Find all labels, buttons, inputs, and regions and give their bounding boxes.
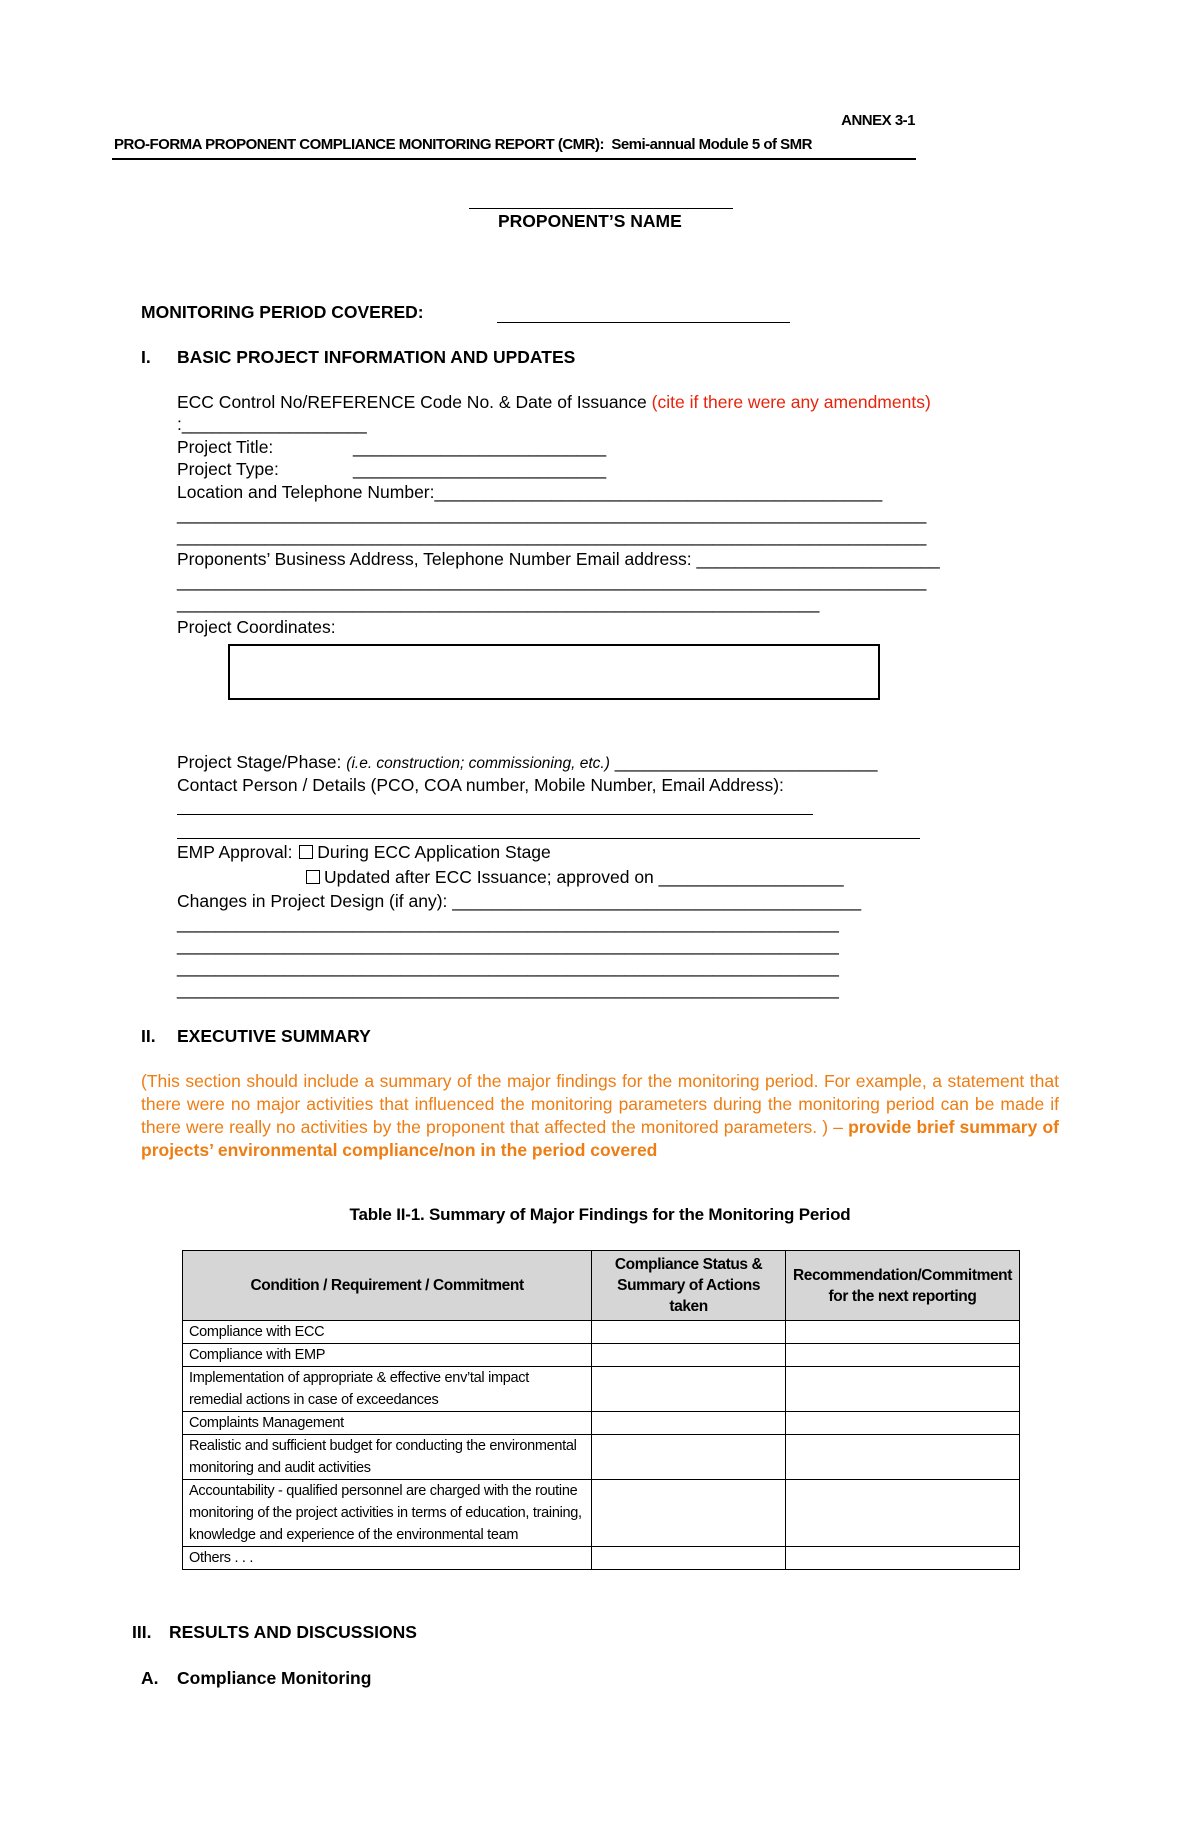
compliance-cell[interactable] (592, 1412, 786, 1435)
project-coordinates-box[interactable] (228, 644, 880, 700)
changes-blank-2: ____________________________________________________________________ (177, 935, 839, 955)
row-label: Accountability - qualified personnel are charged with the routine monitoring of the project activities in terms of education, training, knowledge and experience of the environmental team (183, 1480, 592, 1547)
business-blank-3: __________________________________________________________________ (177, 593, 820, 613)
project-stage-line (177, 752, 878, 773)
section-2-title: EXECUTIVE SUMMARY (177, 1026, 371, 1046)
ecc-label: ECC Control No/REFERENCE Code No. & Date of Issuance (177, 392, 647, 412)
emp-updated-line (304, 867, 844, 888)
location-line (177, 482, 882, 503)
recommendation-cell[interactable] (785, 1480, 1019, 1547)
table-row (183, 1412, 1020, 1435)
table-row (183, 1435, 1020, 1480)
proponent-name-line (469, 208, 733, 209)
project-coordinates-label: Project Coordinates: (177, 617, 336, 637)
changes-blank-3: ____________________________________________________________________ (177, 957, 839, 977)
changes-design-line (177, 891, 861, 912)
recommendation-cell[interactable] (785, 1412, 1019, 1435)
business-address-line (177, 549, 940, 570)
table-caption: Table II-1. Summary of Major Findings for the Monitoring Period (349, 1205, 851, 1224)
header-rule (112, 158, 916, 160)
contact-line-2 (177, 838, 920, 839)
location-blank-3: _____________________________________________________________________________ (177, 526, 927, 546)
contact-person-label: Contact Person / Details (PCO, COA number, Mobile Number, Email Address): (177, 775, 784, 795)
project-type-blank: __________________________ (353, 459, 607, 479)
recommendation-cell[interactable] (785, 1547, 1019, 1570)
executive-summary-text: (This section should include a summary of the major findings for the monitoring period. For example, a statement that there were no major activities that influenced the monitoring parameters during the monitoring period can be made if there were really no activities by the proponent that affected the monitored parameters. ) – (141, 1071, 1059, 1137)
findings-table (182, 1250, 1020, 1570)
executive-summary-paragraph (141, 1070, 1059, 1162)
row-label: Complaints Management (183, 1412, 592, 1435)
ecc-blank: :___________________ (177, 414, 367, 434)
table-row (183, 1480, 1020, 1547)
project-stage-blank: ___________________________ (609, 752, 878, 772)
project-stage-label: Project Stage/Phase: (177, 752, 347, 772)
project-title-label: Project Title: (177, 437, 274, 457)
emp-updated-checkbox[interactable] (306, 870, 320, 884)
section-1-number: I. (141, 347, 151, 367)
table-row (183, 1367, 1020, 1412)
compliance-cell[interactable] (592, 1344, 786, 1367)
subsection-a-title: Compliance Monitoring (177, 1668, 372, 1688)
row-label: Compliance with ECC (183, 1321, 592, 1344)
subsection-a-letter: A. (141, 1668, 159, 1688)
monitoring-period-line (497, 322, 790, 323)
emp-approval-label: EMP Approval: (177, 842, 298, 862)
section-2-number: II. (141, 1026, 156, 1046)
project-stage-example: (i.e. construction; commissioning, etc.) (346, 755, 610, 772)
emp-during-option: During ECC Application Stage (317, 842, 551, 862)
recommendation-cell[interactable] (785, 1435, 1019, 1480)
row-label: Implementation of appropriate & effective env’tal impact remedial actions in case of exceedances (183, 1367, 592, 1412)
table-row (183, 1321, 1020, 1344)
compliance-cell[interactable] (592, 1367, 786, 1412)
col-header-recommendation: Recommendation/Commitment for the next reporting (785, 1251, 1019, 1321)
location-blank-2: _____________________________________________________________________________ (177, 504, 927, 524)
table-header-row (183, 1251, 1020, 1321)
row-label: Others . . . (183, 1547, 592, 1570)
changes-design-blank: __________________________________________ (452, 891, 862, 911)
proponent-name-label: PROPONENT’S NAME (498, 211, 682, 231)
emp-during-checkbox[interactable] (299, 845, 313, 859)
contact-line-1 (177, 814, 813, 815)
section-3-number: III. (132, 1622, 152, 1642)
monitoring-period-label: MONITORING PERIOD COVERED: (141, 302, 424, 322)
ecc-label-line (177, 392, 931, 413)
emp-approved-blank: ___________________ (658, 867, 844, 887)
ecc-note: (cite if there were any amendments) (651, 392, 931, 412)
business-blank-2: _____________________________________________________________________________ (177, 571, 927, 591)
business-address-label: Proponents’ Business Address, Telephone Number Email address: (177, 549, 697, 569)
location-blank: ______________________________________________ (434, 482, 883, 502)
document-title: PRO-FORMA PROPONENT COMPLIANCE MONITORING REPORT (CMR): Semi-annual Module 5 of SMR (114, 136, 813, 153)
recommendation-cell[interactable] (785, 1321, 1019, 1344)
emp-updated-option: Updated after ECC Issuance; approved on (324, 867, 659, 887)
business-address-blank: _________________________ (696, 549, 940, 569)
changes-design-label: Changes in Project Design (if any): (177, 891, 453, 911)
col-header-compliance: Compliance Status & Summary of Actions taken (592, 1251, 786, 1321)
changes-blank-1: ____________________________________________________________________ (177, 913, 839, 933)
compliance-cell[interactable] (592, 1435, 786, 1480)
emp-approval-line (177, 842, 551, 863)
recommendation-cell[interactable] (785, 1367, 1019, 1412)
section-1-title: BASIC PROJECT INFORMATION AND UPDATES (177, 347, 576, 367)
table-row (183, 1547, 1020, 1570)
compliance-cell[interactable] (592, 1480, 786, 1547)
table-row (183, 1344, 1020, 1367)
project-title-blank: __________________________ (353, 437, 607, 457)
executive-summary-bold: provide brief summary of projects’ environmental compliance/non in the period covered (141, 1117, 1060, 1160)
annex-label: ANNEX 3-1 (841, 112, 915, 129)
col-header-condition: Condition / Requirement / Commitment (183, 1251, 592, 1321)
row-label: Realistic and sufficient budget for conducting the environmental monitoring and audit activities (183, 1435, 592, 1480)
compliance-cell[interactable] (592, 1321, 786, 1344)
project-type-label: Project Type: (177, 459, 279, 479)
row-label: Compliance with EMP (183, 1344, 592, 1367)
changes-blank-4: ____________________________________________________________________ (177, 979, 839, 999)
compliance-cell[interactable] (592, 1547, 786, 1570)
recommendation-cell[interactable] (785, 1344, 1019, 1367)
location-label: Location and Telephone Number: (177, 482, 435, 502)
section-3-title: RESULTS AND DISCUSSIONS (169, 1622, 417, 1642)
